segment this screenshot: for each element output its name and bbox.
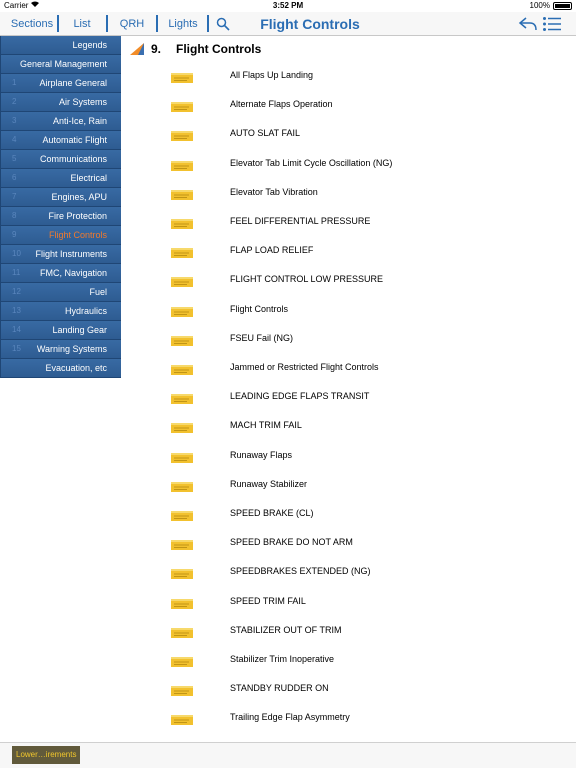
document-icon [171, 274, 193, 284]
document-icon [171, 70, 193, 80]
sidebar-item-number: 14 [12, 325, 21, 334]
sidebar-item-label: Anti-Ice, Rain [52, 116, 107, 126]
list-item[interactable] [121, 90, 576, 119]
list-item-label: STANDBY RUDDER ON [230, 683, 329, 694]
sidebar-item-number: 13 [12, 306, 21, 315]
document-icon [171, 99, 193, 109]
sidebar-item-label: Landing Gear [52, 325, 107, 335]
list-item-label: Flight Controls [230, 303, 289, 314]
sidebar-item-label: Flight Instruments [35, 249, 107, 259]
sidebar-item-number: 9 [12, 230, 17, 239]
sidebar-item[interactable] [0, 112, 121, 131]
tab-lights[interactable]: Lights [168, 18, 198, 30]
sidebar-item-label: Engines, APU [51, 192, 107, 202]
document-icon [171, 158, 193, 168]
list-item[interactable] [121, 645, 576, 674]
document-icon [171, 654, 193, 664]
list-item[interactable] [121, 616, 576, 645]
list-item-label: FLIGHT CONTROL LOW PRESSURE [230, 274, 384, 285]
clock: 3:52 PM [272, 1, 304, 10]
sidebar-item[interactable] [0, 207, 121, 226]
list-item-label: Jammed or Restricted Flight Controls [230, 362, 379, 372]
nav-bar [0, 12, 576, 36]
list-item[interactable] [121, 61, 576, 90]
document-icon [171, 566, 193, 576]
list-item[interactable] [121, 674, 576, 703]
sidebar-item[interactable] [0, 321, 121, 340]
list-item[interactable] [121, 149, 576, 178]
list-item[interactable] [121, 499, 576, 528]
sidebar-item[interactable] [0, 36, 121, 55]
list-item[interactable] [121, 703, 576, 732]
list-item[interactable] [121, 470, 576, 499]
list-item-label: Alternate Flaps Operation [230, 99, 333, 110]
list-item-label: SPEEDBRAKES EXTENDED (NG) [230, 566, 371, 577]
sidebar-item-label: Warning Systems [36, 344, 107, 354]
document-icon [171, 362, 193, 372]
list-item-label: FSEU Fail (NG) [230, 332, 293, 343]
sidebar-item[interactable] [0, 131, 121, 150]
list-item[interactable] [121, 178, 576, 207]
sidebar-item-number: 3 [12, 116, 17, 125]
carrier-label: Carrier [4, 1, 29, 10]
list-item[interactable] [121, 295, 576, 324]
page-title: Flight Controls [260, 16, 360, 32]
sidebar-item[interactable] [0, 93, 121, 112]
list-item[interactable] [121, 528, 576, 557]
list-item-label: MACH TRIM FAIL [230, 420, 302, 431]
list-item[interactable] [121, 324, 576, 353]
list-item-label: All Flaps Up Landing [230, 70, 314, 80]
list-item[interactable] [121, 236, 576, 265]
bottom-bookmark-button[interactable]: Lower…irements [12, 746, 80, 764]
list-item[interactable] [121, 411, 576, 440]
sidebar-item-label: Fuel [89, 287, 107, 297]
list-item-label: FEEL DIFFERENTIAL PRESSURE [230, 216, 371, 226]
list-icon[interactable] [542, 16, 562, 32]
battery-icon [553, 2, 572, 10]
document-icon [171, 391, 193, 401]
sidebar-item-label: FMC, Navigation [39, 268, 107, 278]
document-icon [171, 712, 193, 722]
sidebar-item-label: Automatic Flight [42, 135, 107, 145]
sidebar-item-number: 4 [12, 135, 17, 144]
list-item-label: FLAP LOAD RELIEF [230, 245, 314, 256]
sidebar-item-label: Hydraulics [64, 306, 107, 316]
sidebar-item-number: 1 [12, 78, 17, 87]
sidebar-item[interactable] [0, 150, 121, 169]
sidebar-item[interactable] [0, 340, 121, 359]
document-icon [171, 128, 193, 138]
procedure-list [121, 36, 576, 742]
section-logo-icon [129, 42, 145, 56]
sidebar-item-number: 7 [12, 192, 17, 201]
sidebar-item[interactable] [0, 55, 121, 74]
list-item[interactable] [121, 353, 576, 382]
list-item-label: Stabilizer Trim Inoperative [230, 654, 335, 664]
list-item-label: STABILIZER OUT OF TRIM [230, 624, 342, 635]
section-title: Flight Controls [176, 42, 262, 56]
document-icon [171, 216, 193, 226]
tab-qrh[interactable]: QRH [119, 18, 145, 30]
list-item[interactable] [121, 207, 576, 236]
sidebar-item-number: 10 [12, 249, 21, 258]
document-icon [171, 479, 193, 489]
tab-list[interactable]: List [73, 18, 91, 30]
document-icon [171, 245, 193, 255]
sidebar-item-number: 6 [12, 173, 17, 182]
list-item[interactable] [121, 382, 576, 411]
sidebar-item-label: Air Systems [58, 97, 107, 107]
list-item[interactable] [121, 557, 576, 586]
document-icon [171, 683, 193, 693]
sidebar-item-label: Airplane General [39, 78, 107, 88]
sidebar-item-label: Evacuation, etc [45, 363, 107, 373]
sidebar-item-label: Electrical [70, 173, 107, 183]
document-icon [171, 420, 193, 430]
battery-percent: 100% [529, 1, 550, 10]
sidebar-item-number: 2 [12, 97, 17, 106]
sidebar-item-number: 5 [12, 154, 17, 163]
sidebar-item-label: Fire Protection [48, 211, 107, 221]
list-item-label: AUTO SLAT FAIL [230, 128, 301, 139]
reply-arrow-icon[interactable] [518, 16, 538, 32]
list-item-label: Elevator Tab Vibration [230, 186, 318, 197]
tab-sections[interactable]: Sections [10, 18, 54, 30]
list-item[interactable] [121, 119, 576, 148]
sidebar-item-number: 11 [12, 268, 21, 277]
list-item-label: Elevator Tab Limit Cycle Oscillation (NG) [230, 157, 393, 168]
list-item-label: LEADING EDGE FLAPS TRANSIT [230, 391, 370, 402]
document-icon [171, 625, 193, 635]
sidebar-item[interactable] [0, 188, 121, 207]
sidebar-item[interactable] [0, 245, 121, 264]
document-icon [171, 508, 193, 518]
document-icon [171, 537, 193, 547]
sidebar-item-number: 12 [12, 287, 21, 296]
sidebar-item[interactable] [0, 169, 121, 188]
bottom-bar [0, 742, 576, 768]
sidebar-item-label: Legends [72, 40, 107, 50]
list-item[interactable] [121, 265, 576, 294]
list-item-label: SPEED BRAKE DO NOT ARM [230, 537, 353, 548]
sidebar-item[interactable] [0, 264, 121, 283]
list-item[interactable] [121, 441, 576, 470]
document-icon [171, 450, 193, 460]
sidebar-item[interactable] [0, 283, 121, 302]
list-item-label: Runaway Stabilizer [230, 478, 308, 489]
status-bar [0, 0, 576, 12]
list-item-label: SPEED BRAKE (CL) [230, 508, 314, 518]
document-icon [171, 596, 193, 606]
sidebar-item-label: Flight Controls [48, 230, 107, 240]
list-item-label: SPEED TRIM FAIL [230, 595, 306, 606]
document-icon [171, 304, 193, 314]
list-item-label: Runaway Flaps [230, 449, 293, 460]
document-icon [171, 187, 193, 197]
sidebar-item-number: 8 [12, 211, 17, 220]
document-icon [171, 333, 193, 343]
sidebar [0, 36, 121, 378]
list-item[interactable] [121, 587, 576, 616]
sidebar-item[interactable] [0, 359, 121, 378]
list-item-label: Trailing Edge Flap Asymmetry [230, 712, 350, 723]
sidebar-item-label: Communications [39, 154, 107, 164]
sidebar-item-label: General Management [19, 59, 107, 69]
sidebar-item[interactable] [0, 226, 121, 245]
sidebar-item[interactable] [0, 302, 121, 321]
section-number: 9. [151, 42, 162, 56]
sidebar-item[interactable] [0, 74, 121, 93]
sidebar-item-number: 15 [12, 344, 21, 353]
